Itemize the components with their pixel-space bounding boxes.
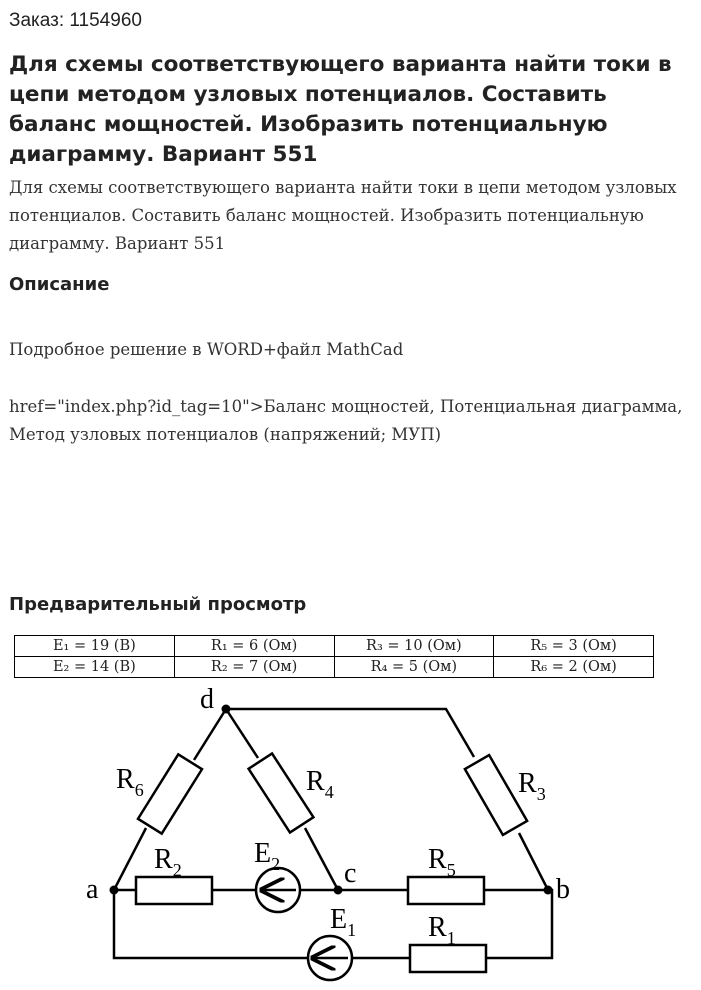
circuit-diagram bbox=[0, 680, 701, 990]
label-node-a: a bbox=[86, 874, 99, 905]
label-node-b: b bbox=[556, 874, 570, 905]
wire-d-r6 bbox=[194, 709, 226, 760]
wire-r1-b bbox=[486, 890, 552, 958]
label-e1: $E_1$ bbox=[330, 904, 357, 940]
label-r5: $R_5$ bbox=[428, 844, 456, 880]
node-c bbox=[334, 886, 343, 895]
label-r3: $R_3$ bbox=[518, 768, 546, 804]
task-description: Для схемы соответствующего варианта найти токи в цепи методом узловых потенциалов. Составить баланс мощностей. Изобразить потенциальную диаграмму. Вариант 551 bbox=[9, 178, 677, 253]
wire-r3-b bbox=[519, 833, 548, 890]
resistor-r6 bbox=[138, 754, 202, 833]
table-cell: E₁ = 19 (В) bbox=[15, 636, 175, 657]
node-d bbox=[222, 705, 231, 714]
node-a bbox=[110, 886, 119, 895]
label-r1: $R_1$ bbox=[428, 912, 456, 948]
node-b bbox=[544, 886, 553, 895]
resistor-r5 bbox=[408, 877, 484, 904]
solution-text: Подробное решение в WORD+файл MathCad bbox=[9, 340, 404, 359]
order-number: Заказ: 1154960 bbox=[9, 10, 142, 31]
label-r6: $R_6$ bbox=[116, 764, 144, 800]
label-node-d: d bbox=[200, 684, 214, 715]
table-cell: R₂ = 7 (Ом) bbox=[174, 657, 334, 678]
tags-text: href="index.php?id_tag=10">Баланс мощностей, Потенциальная диаграмма, Метод узловых потенциалов (напряжений; МУП) bbox=[9, 397, 683, 444]
table-cell: E₂ = 14 (В) bbox=[15, 657, 175, 678]
resistor-r4 bbox=[249, 754, 314, 833]
table-row bbox=[15, 657, 654, 678]
description-heading: Описание bbox=[9, 274, 110, 295]
wire-r4-c bbox=[305, 828, 338, 890]
label-node-c: c bbox=[344, 858, 357, 889]
label-r4: $R_4$ bbox=[306, 766, 334, 802]
preview-heading: Предварительный просмотр bbox=[9, 594, 307, 615]
table-cell: R₆ = 2 (Ом) bbox=[494, 657, 654, 678]
page-title: Для схемы соответствующего варианта найти токи в цепи методом узловых потенциалов. Составить баланс мощностей. Изобразить потенциальную диаграмму. Вариант 551 bbox=[9, 52, 672, 167]
resistor-r2 bbox=[136, 877, 212, 904]
table-row bbox=[15, 636, 654, 657]
resistor-r1 bbox=[410, 945, 486, 972]
parameters-table bbox=[14, 635, 654, 678]
table-cell: R₅ = 3 (Ом) bbox=[494, 636, 654, 657]
label-r2: $R_2$ bbox=[154, 844, 182, 880]
table-cell: R₃ = 10 (Ом) bbox=[334, 636, 494, 657]
wire-d-b bbox=[226, 709, 474, 757]
wire-d-r4 bbox=[226, 709, 258, 758]
table-cell: R₁ = 6 (Ом) bbox=[174, 636, 334, 657]
table-cell: R₄ = 5 (Ом) bbox=[334, 657, 494, 678]
label-e2: $E_2$ bbox=[254, 838, 281, 874]
